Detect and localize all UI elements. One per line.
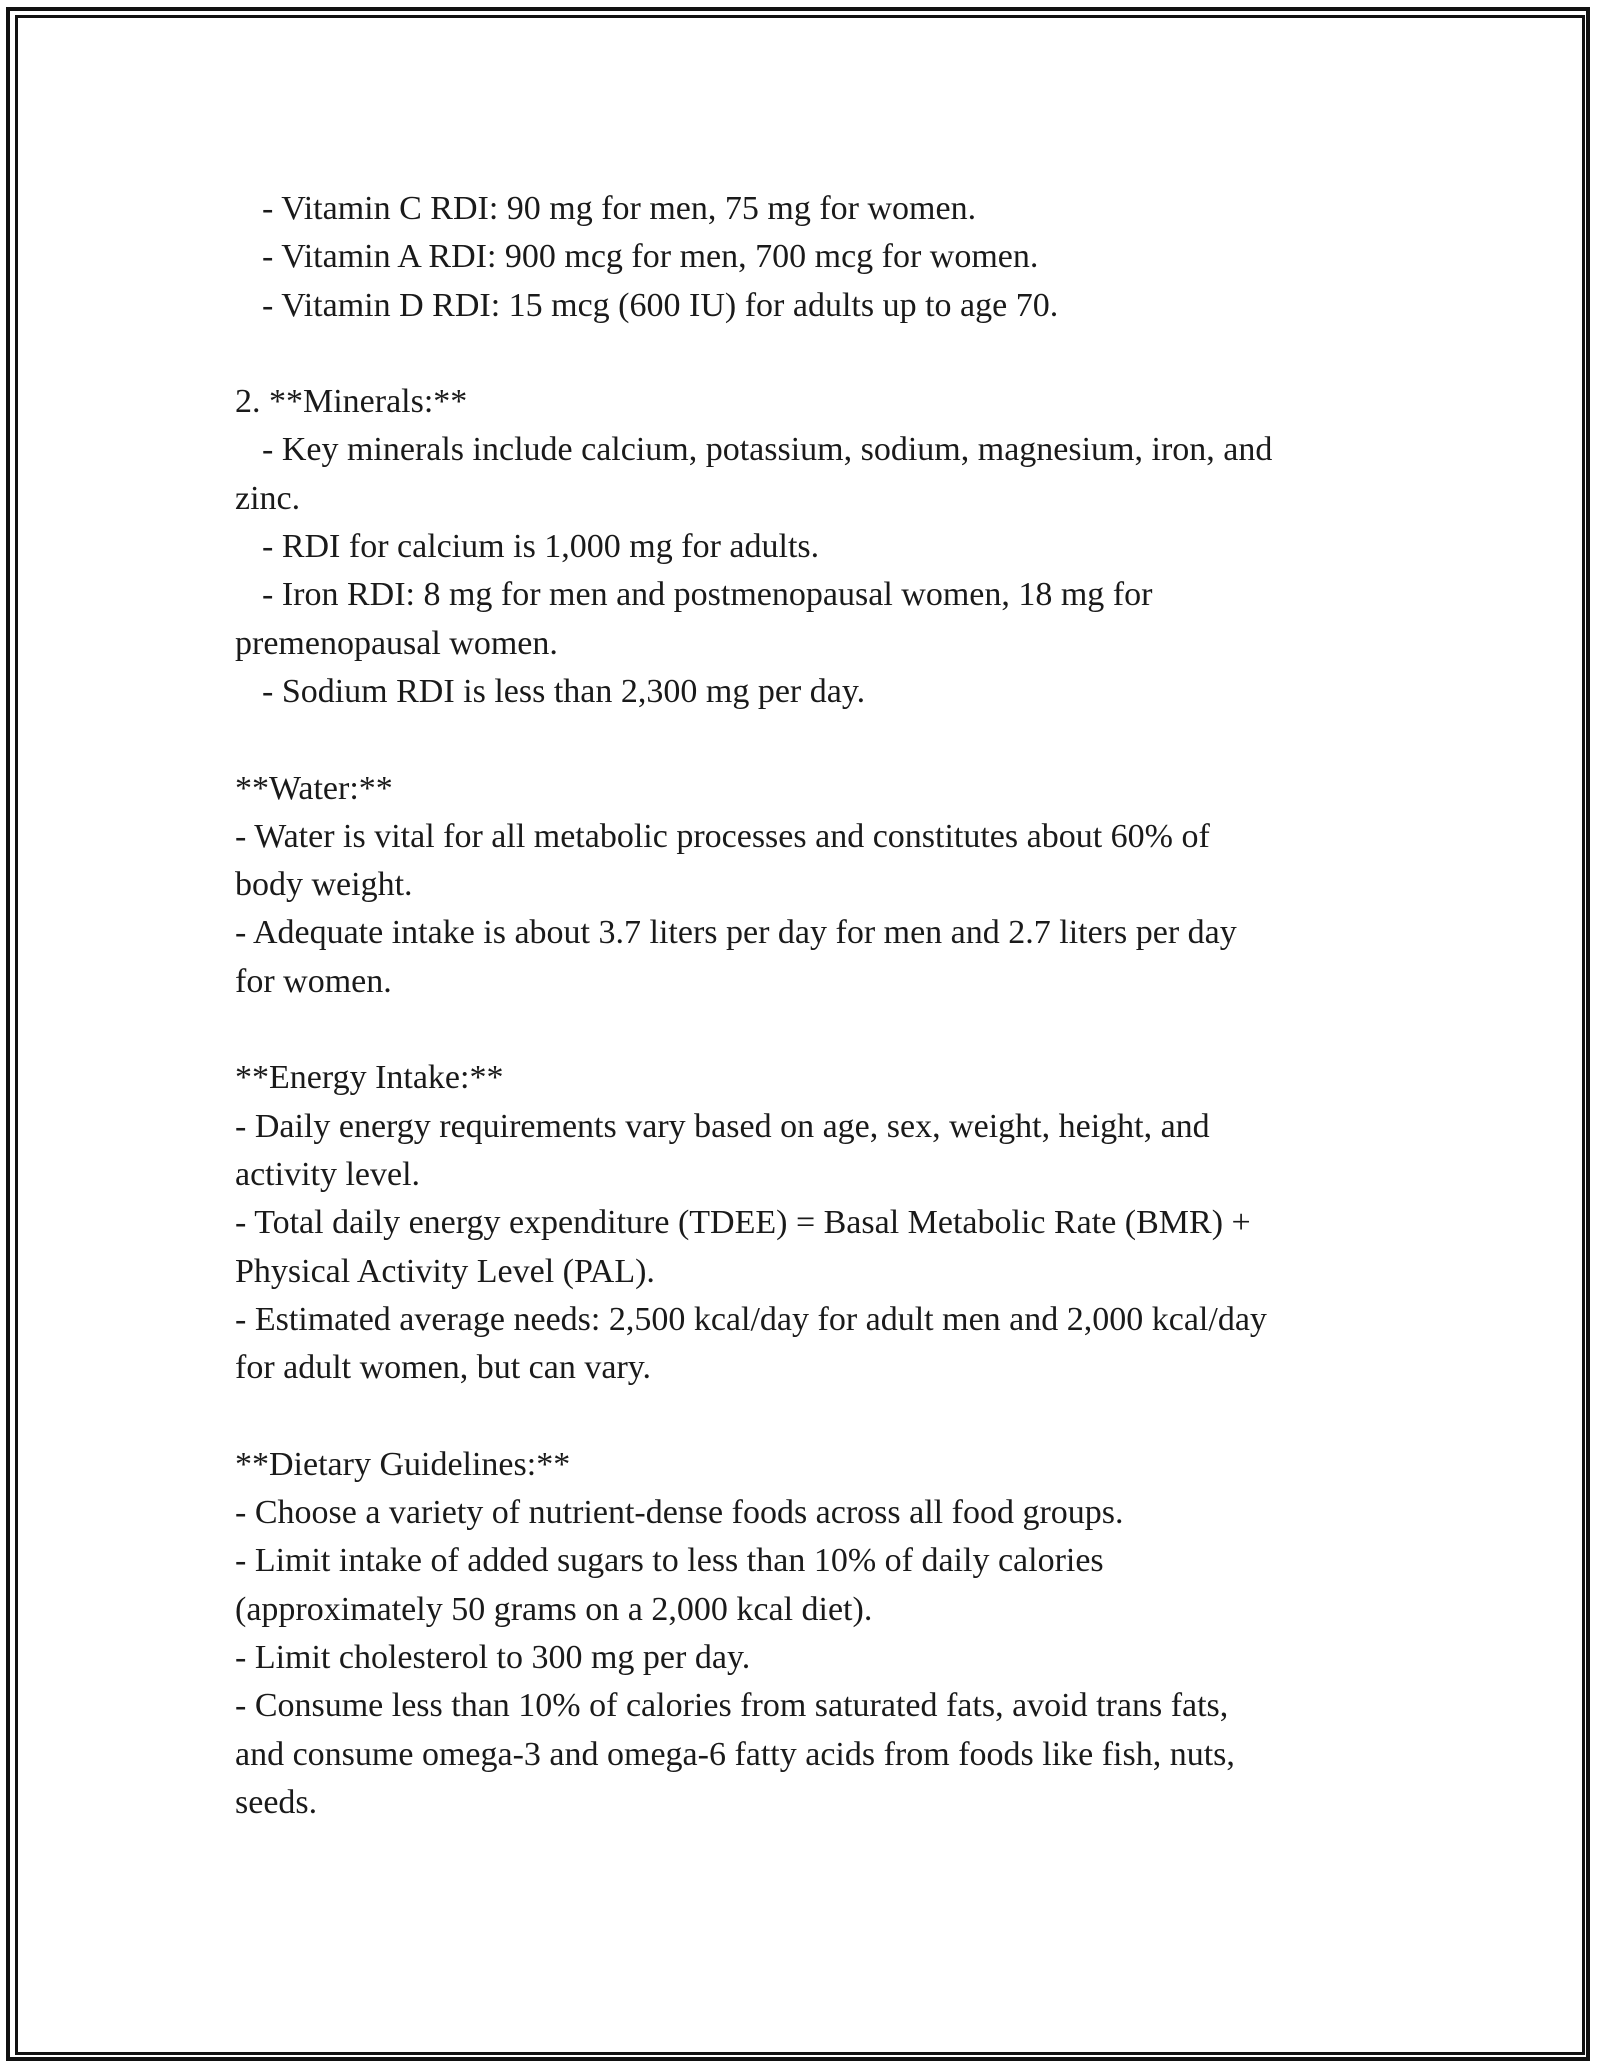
text-line: - Key minerals include calcium, potassium, sodium, magnesium, iron, and xyxy=(262,431,1273,469)
text-line: - Estimated average needs: 2,500 kcal/day for adult men and 2,000 kcal/day xyxy=(235,1300,1267,1338)
text-line: - Vitamin A RDI: 900 mcg for men, 700 mcg for women. xyxy=(262,238,1039,276)
text-line: - Choose a variety of nutrient-dense foods across all food groups. xyxy=(235,1494,1124,1532)
text-line: - Limit intake of added sugars to less than 10% of daily calories xyxy=(235,1542,1104,1580)
document-body xyxy=(235,185,1370,1827)
text-line: **Water:** xyxy=(235,769,393,807)
text-line: - Total daily energy expenditure (TDEE) = Basal Metabolic Rate (BMR) + xyxy=(235,1204,1251,1242)
text-line: - Limit cholesterol to 300 mg per day. xyxy=(235,1638,751,1676)
text-line: (approximately 50 grams on a 2,000 kcal diet). xyxy=(235,1590,873,1628)
text-line: seeds. xyxy=(235,1783,318,1821)
blank-line xyxy=(235,1006,1370,1054)
text-line: - Vitamin D RDI: 15 mcg (600 IU) for adults up to age 70. xyxy=(262,286,1059,324)
text-line: premenopausal women. xyxy=(235,624,558,662)
text-line: - Consume less than 10% of calories from saturated fats, avoid trans fats, xyxy=(235,1687,1229,1725)
blank-line xyxy=(235,716,1370,764)
blank-line xyxy=(235,1392,1370,1440)
text-line: body weight. xyxy=(235,866,413,904)
blank-line xyxy=(235,330,1370,378)
text-line: activity level. xyxy=(235,1155,421,1193)
text-line: - RDI for calcium is 1,000 mg for adults. xyxy=(262,528,820,566)
text-line: for adult women, but can vary. xyxy=(235,1349,652,1387)
text-line: - Sodium RDI is less than 2,300 mg per day. xyxy=(262,672,866,710)
text-line: for women. xyxy=(235,962,392,1000)
text-line: 2. **Minerals:** xyxy=(235,383,468,421)
text-line: zinc. xyxy=(235,479,301,517)
text-line: - Adequate intake is about 3.7 liters per day for men and 2.7 liters per day xyxy=(235,914,1237,952)
text-line: - Water is vital for all metabolic processes and constitutes about 60% of xyxy=(235,817,1210,855)
text-line: - Iron RDI: 8 mg for men and postmenopausal women, 18 mg for xyxy=(262,576,1153,614)
text-line: - Daily energy requirements vary based on age, sex, weight, height, and xyxy=(235,1107,1210,1145)
text-line: Physical Activity Level (PAL). xyxy=(235,1252,655,1290)
text-line: **Energy Intake:** xyxy=(235,1059,504,1097)
text-line: **Dietary Guidelines:** xyxy=(235,1445,571,1483)
text-line: - Vitamin C RDI: 90 mg for men, 75 mg for women. xyxy=(262,190,977,227)
text-line: and consume omega-3 and omega-6 fatty acids from foods like fish, nuts, xyxy=(235,1735,1235,1773)
